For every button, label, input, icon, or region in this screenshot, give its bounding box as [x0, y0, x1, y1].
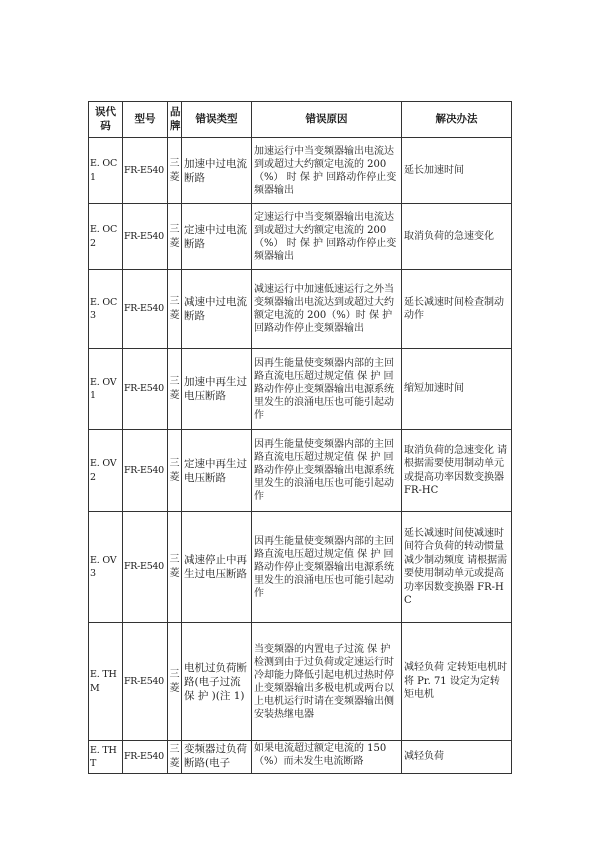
cell-error-type: [182, 741, 252, 774]
cell-code: E. OV2: [89, 430, 123, 512]
cell-error-type: 电机过负荷断路(电子过流 保 护 )(注 1): [182, 623, 252, 741]
header-error-cause: 错误原因: [252, 102, 402, 138]
cell-code: E. THM: [89, 623, 123, 741]
cell-solution: 减轻负荷 定转矩电机时将 Pr. 71 设定为定转矩电机: [402, 623, 512, 741]
cell-model: FR-E540: [123, 138, 168, 204]
cell-brand: 三菱: [168, 623, 182, 741]
cell-error-cause: 当变频器的内置电子过流 保 护 检测到由于过负荷或定速运行时冷却能力降低引起电机过热时停止变频器输出多极电机或两台以上电机运行时请在变频器输出侧安装热继电器: [252, 623, 402, 741]
cell-model: FR-E540: [123, 512, 168, 623]
cell-solution: 缩短加速时间: [402, 349, 512, 430]
cell-error-type: 减速停止中再生过电压断路: [182, 512, 252, 623]
table-row: [89, 741, 512, 774]
cell-brand: 三菱: [168, 741, 182, 774]
cell-error-type-text: 变频器过负荷断路(电子: [184, 743, 247, 769]
cell-brand: 三菱: [168, 430, 182, 512]
header-code: 误代码: [89, 102, 123, 138]
cell-error-type: 加速中再生过电压断路: [182, 349, 252, 430]
cell-brand: 三菱: [168, 349, 182, 430]
cell-error-cause: 因再生能量使变频器内部的主回路直流电压超过规定值 保 护 回路动作停止变频器输出电源系统里发生的浪涌电压也可能引起动作: [252, 512, 402, 623]
table-row: [89, 270, 512, 349]
cell-code: E. OV3: [89, 512, 123, 623]
cell-solution: 取消负荷的急速变化 请根据需要使用制动单元或提高功率因数变换器 FR-HC: [402, 430, 512, 512]
cell-error-cause: [252, 741, 402, 774]
cell-code: E. OC1: [89, 138, 123, 204]
table-row: [89, 138, 512, 204]
cell-code: E. OC2: [89, 204, 123, 270]
cell-brand: 三菱: [168, 204, 182, 270]
header-brand: 品牌: [168, 102, 182, 138]
table-row: [89, 623, 512, 741]
cell-model: FR-E540: [123, 204, 168, 270]
table-header-row: [89, 102, 512, 138]
header-error-type: 错误类型: [182, 102, 252, 138]
cell-brand: 三菱: [168, 512, 182, 623]
cell-solution: 减轻负荷: [402, 741, 512, 774]
cell-error-cause-text: 如果电流超过额定电流的 150（%）而未发生电流断路: [254, 743, 387, 767]
cell-error-cause: 减速运行中加速低速运行之外当变频器输出电流达到或超过大约额定电流的 200（%）时 保 护 回路动作停止变频器输出: [252, 270, 402, 349]
cell-brand: 三菱: [168, 138, 182, 204]
cell-model: FR-E540: [123, 741, 168, 774]
cell-error-type: 定速中再生过电压断路: [182, 430, 252, 512]
cell-model: FR-E540: [123, 349, 168, 430]
table-row: [89, 349, 512, 430]
fault-code-table: [88, 101, 512, 774]
cell-error-type: 定速中过电流断路: [182, 204, 252, 270]
cell-error-cause: 因再生能量使变频器内部的主回路直流电压超过规定值 保 护 回路动作停止变频器输出电源系统里发生的浪涌电压也可能引起动作: [252, 430, 402, 512]
cell-model: FR-E540: [123, 430, 168, 512]
cell-solution: 延长加速时间: [402, 138, 512, 204]
cell-code: E. OV1: [89, 349, 123, 430]
cell-solution: 取消负荷的急速变化: [402, 204, 512, 270]
header-model: 型号: [123, 102, 168, 138]
cell-model: FR-E540: [123, 623, 168, 741]
cell-code: E. OC3: [89, 270, 123, 349]
table-row: [89, 430, 512, 512]
cell-error-type: 加速中过电流断路: [182, 138, 252, 204]
cell-error-type: 减速中过电流断路: [182, 270, 252, 349]
cell-model: FR-E540: [123, 270, 168, 349]
cell-brand: 三菱: [168, 270, 182, 349]
cell-solution: 延长减速时间检查制动动作: [402, 270, 512, 349]
cell-error-cause: 加速运行中当变频器输出电流达到或超过大约额定电流的 200（%） 时 保 护 回路动作停止变频器输出: [252, 138, 402, 204]
cell-code: E. THT: [89, 741, 123, 774]
fault-code-sheet: [88, 101, 512, 774]
cell-error-cause: 定速运行中当变频器输出电流达到或超过大约额定电流的 200（%） 时 保 护 回路动作停止变频器输出: [252, 204, 402, 270]
cell-solution: 延长减速时间使减速时间符合负荷的转动惯量 减少制动频度 请根据需要使用制动单元或提高功率因数变换器 FR-HC: [402, 512, 512, 623]
cell-error-cause: 因再生能量使变频器内部的主回路直流电压超过规定值 保 护 回路动作停止变频器输出电源系统里发生的浪涌电压也可能引起动作: [252, 349, 402, 430]
table-row: [89, 512, 512, 623]
table-row: [89, 204, 512, 270]
header-solution: 解决办法: [402, 102, 512, 138]
